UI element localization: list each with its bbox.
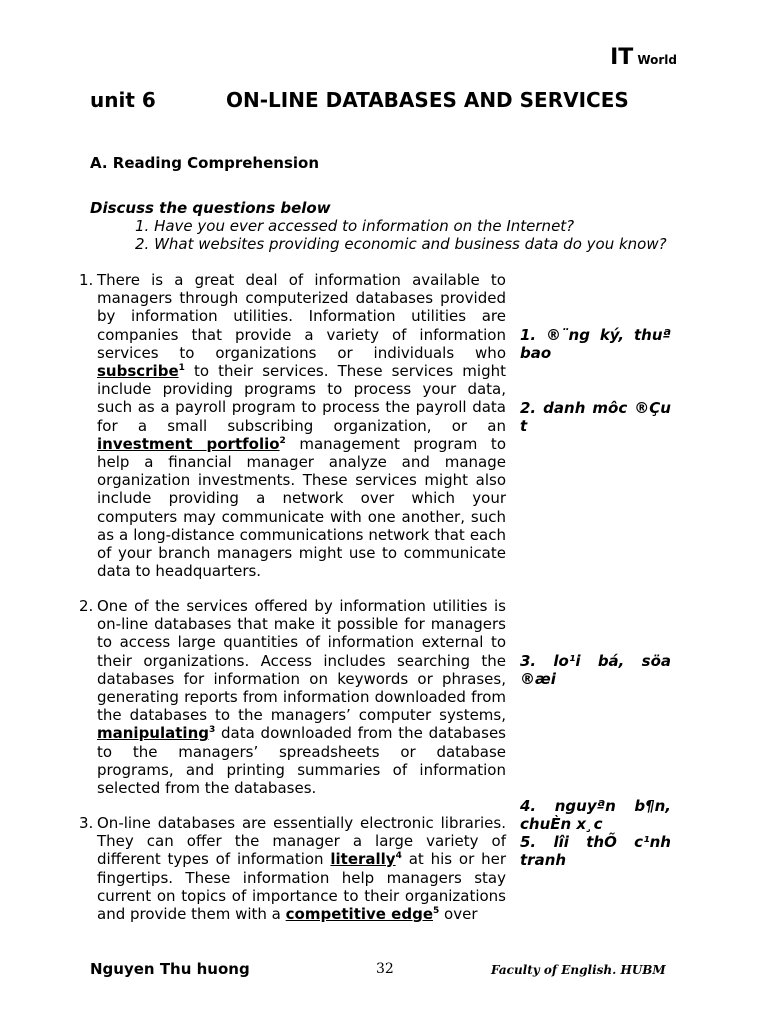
brand-logo <box>610 45 677 70</box>
paragraph-number: 3. <box>79 814 94 832</box>
vocab-term: subscribe <box>97 362 179 381</box>
paragraph-number: 1. <box>79 271 94 289</box>
paragraph-text: On-line databases are essentially electronic libraries. They can offer the manager a large variety of different types of information <box>97 814 506 869</box>
paragraph-text: at his or her fingertips. These information help managers stay current on topics of importance to their organizations and provide them with a <box>97 850 506 924</box>
brand-it: IT <box>610 45 634 70</box>
reading-paragraph <box>97 597 506 797</box>
vocab-term: manipulating <box>97 724 209 743</box>
glossary-note: 2. danh môc ®Çu t <box>520 399 671 436</box>
glossary-note: 1. ®¨ng ký, thuª bao <box>520 326 671 363</box>
paragraph-text: to their services. These services might include providing programs to process your data, such as a payroll program to process the payroll data for a small subscribing organization, or an <box>97 362 506 435</box>
glossary-note: 3. lo¹i bá, söa ®æi <box>520 652 671 689</box>
reading-paragraph <box>97 271 506 580</box>
unit-label: unit 6 <box>90 88 156 112</box>
footnote-ref: 3 <box>208 725 216 736</box>
vocab-term: literally <box>330 850 396 869</box>
section-heading: A. Reading Comprehension <box>90 154 320 172</box>
discussion-question: 1. Have you ever accessed to information on the Internet? <box>135 217 575 235</box>
footnote-ref: 2 <box>279 435 286 446</box>
paragraph-number: 2. <box>79 597 94 615</box>
reading-paragraph <box>97 814 506 923</box>
paragraph-text: One of the services offered by information utilities is on-line databases that make it possible for managers to access large quantities of information external to their organizations. Access includes searching the databases for information on keywords or phrases, generating reports from information downloaded from the databases to the managers’ computer systems, <box>97 597 506 725</box>
footnote-ref: 5 <box>433 906 440 917</box>
paragraph-text: management program to help a financial manager analyze and manage organization investments. These services might also include providing a network over which your computers may communicate with one another, such as a long-distance communications network that each of your branch managers might use to communicate data to headquarters. <box>97 434 506 581</box>
vocab-term: investment portfolio <box>97 434 280 453</box>
vocab-term: competitive edge <box>285 905 433 924</box>
paragraph-text: data downloaded from the databases to the managers’ spreadsheets or database programs, and printing summaries of information selected from the databases. <box>97 724 506 798</box>
glossary-note: 5. lîi thÕ c¹nh tranh <box>520 833 671 870</box>
footnote-ref: 4 <box>395 851 402 862</box>
page-title: ON-LINE DATABASES AND SERVICES <box>226 88 629 112</box>
paragraph-text: There is a great deal of information available to managers through computerized databases provided by information utilities. Information utilities are companies that provide a variety of information services to organizations or individuals who <box>97 271 506 362</box>
footer-faculty: Faculty of English. HUBM <box>491 963 666 977</box>
footnote-ref: 1 <box>178 363 185 374</box>
paragraph-text: over <box>439 905 478 924</box>
discuss-heading: Discuss the questions below <box>90 199 331 217</box>
page-number: 32 <box>376 961 394 977</box>
discussion-question: 2. What websites providing economic and business data do you know? <box>135 235 667 253</box>
brand-world: World <box>637 53 677 67</box>
footer-author: Nguyen Thu huong <box>90 960 250 978</box>
glossary-note: 4. nguyªn b¶n, chuÈn x¸c <box>520 797 671 834</box>
